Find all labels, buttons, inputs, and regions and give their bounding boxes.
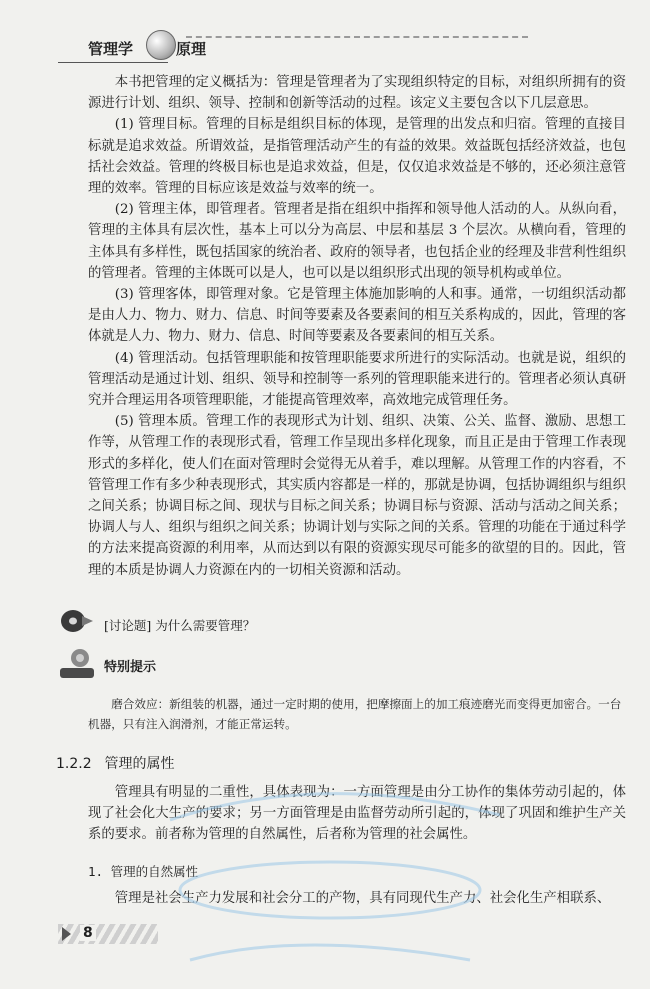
section-number: 1.2.2 [56, 756, 92, 772]
footer-arrow-icon [62, 927, 71, 941]
header-dashed-rule [186, 36, 528, 38]
bell-stamp-icon [58, 646, 98, 680]
special-tip-body [88, 694, 624, 734]
point-management-essence: (5) 管理本质。管理工作的表现形式为计划、组织、决策、公关、监督、激励、思想工作等，从管理工作的表现形式看，管理工作呈现出多样化现象，而且正是由于管理工作表现形式的多样化，使人们在面对管理时会觉得无从着手，难以理解。从管理工作的内容看，不管管理工作有多少种表现形式，其实质内容都是一样的，那就是协调，包括协调组织与组织之间关系；协调目标之间、现状与目标之间关系；协调目标与资源、活动与活动之间关系；协调人与人、组织与组织之间关系；协调计划与实际之间的关系。管理的功能在于通过科学的方法来提高资源的利用率，从而达到以有限的资源实现尽可能多的欲望的目的。因此，管理的本质是协调人力资源在内的一切相关资源和活动。 [88, 414, 626, 578]
special-tip-header [56, 646, 256, 682]
point-management-goal: (1) 管理目标。管理的目标是组织目标的体现，是管理的出发点和归宿。管理的直接目标就是追求效益。所谓效益，是指管理活动产生的有益的效果。效益既包括经济效益，也包括社会效益。管理的终极目标也是追求效益，但是，仅仅追求效益是不够的，还必须注意管理的效率。管理的目标应该是效益与效率的统一。 [88, 117, 626, 197]
intro-paragraph: 本书把管理的定义概括为：管理是管理者为了实现组织特定的目标，对组织所拥有的资源进行计划、组织、领导、控制和创新等活动的过程。该定义主要包含以下几层意思。 [88, 75, 626, 112]
page-footer [58, 922, 158, 946]
running-header [58, 30, 528, 66]
section-body-continued [88, 888, 626, 909]
point-management-object: (3) 管理客体，即管理对象。它是管理主体施加影响的人和事。通常，一切组织活动都是由人力、物力、财力、信息、时间等要素及各要素间的相互关系构成的，因此，管理的客体就是人力、物力、财力、信息、时间等要素及各要素间的相互关系。 [88, 287, 626, 345]
section-paragraph: 管理具有明显的二重性，具体表现为：一方面管理是由分工协作的集体劳动引起的，体现了社会化大生产的要求；另一方面管理是由监督劳动所引起的，体现了巩固和维护生产关系的要求。前者称为管理的自然属性，后者称为管理的社会属性。 [88, 785, 626, 843]
continued-line: 管理是社会生产力发展和社会分工的产物，具有同现代生产力、社会化生产相联系、 [114, 891, 611, 906]
page-number: 8 [80, 925, 96, 941]
special-tip-text: 磨合效应：新组装的机器，通过一定时期的使用，把摩擦面上的加工痕迹磨光而变得更加密合。一台机器，只有注入润滑剂，才能正常运转。 [88, 697, 622, 731]
subheading-natural-attribute: 1. 管理的自然属性 [88, 864, 199, 879]
point-management-activity: (4) 管理活动。包括管理职能和按管理职能要求所进行的实际活动。也就是说，组织的管理活动是通过计划、组织、领导和控制等一系列的管理职能来进行的。管理者必须认真研究并合理运用各项管理职能，才能提高管理效率，高效地完成管理任务。 [88, 350, 626, 409]
header-disc-icon [146, 30, 176, 60]
section-heading [56, 753, 596, 773]
header-rule [58, 62, 168, 63]
book-title-right: 原理 [176, 40, 207, 58]
point-management-subject: (2) 管理主体，即管理者。管理者是指在组织中指挥和领导他人活动的人。从纵向看，管理的主体具有层次性，基本上可以分为高层、中层和基层 3 个层次。从横向看，管理的主体具有多样性，既包括国家的统治者、政府的领导者，也包括企业的经理及非营利性组织的管理者。管理的主体既可以是人，也可以是以组织形式出现的领导机构或单位。 [88, 202, 626, 281]
discussion-disc-icon [60, 608, 94, 634]
discussion-box [56, 606, 616, 638]
section-title: 管理的属性 [104, 756, 175, 772]
footer-stripe [58, 924, 158, 944]
section-body [88, 782, 626, 846]
discussion-question: [讨论题] 为什么需要管理？ [104, 618, 256, 633]
book-title-left: 管理学 [88, 40, 134, 58]
main-text [88, 72, 626, 581]
special-tip-title: 特别提示 [104, 660, 157, 675]
